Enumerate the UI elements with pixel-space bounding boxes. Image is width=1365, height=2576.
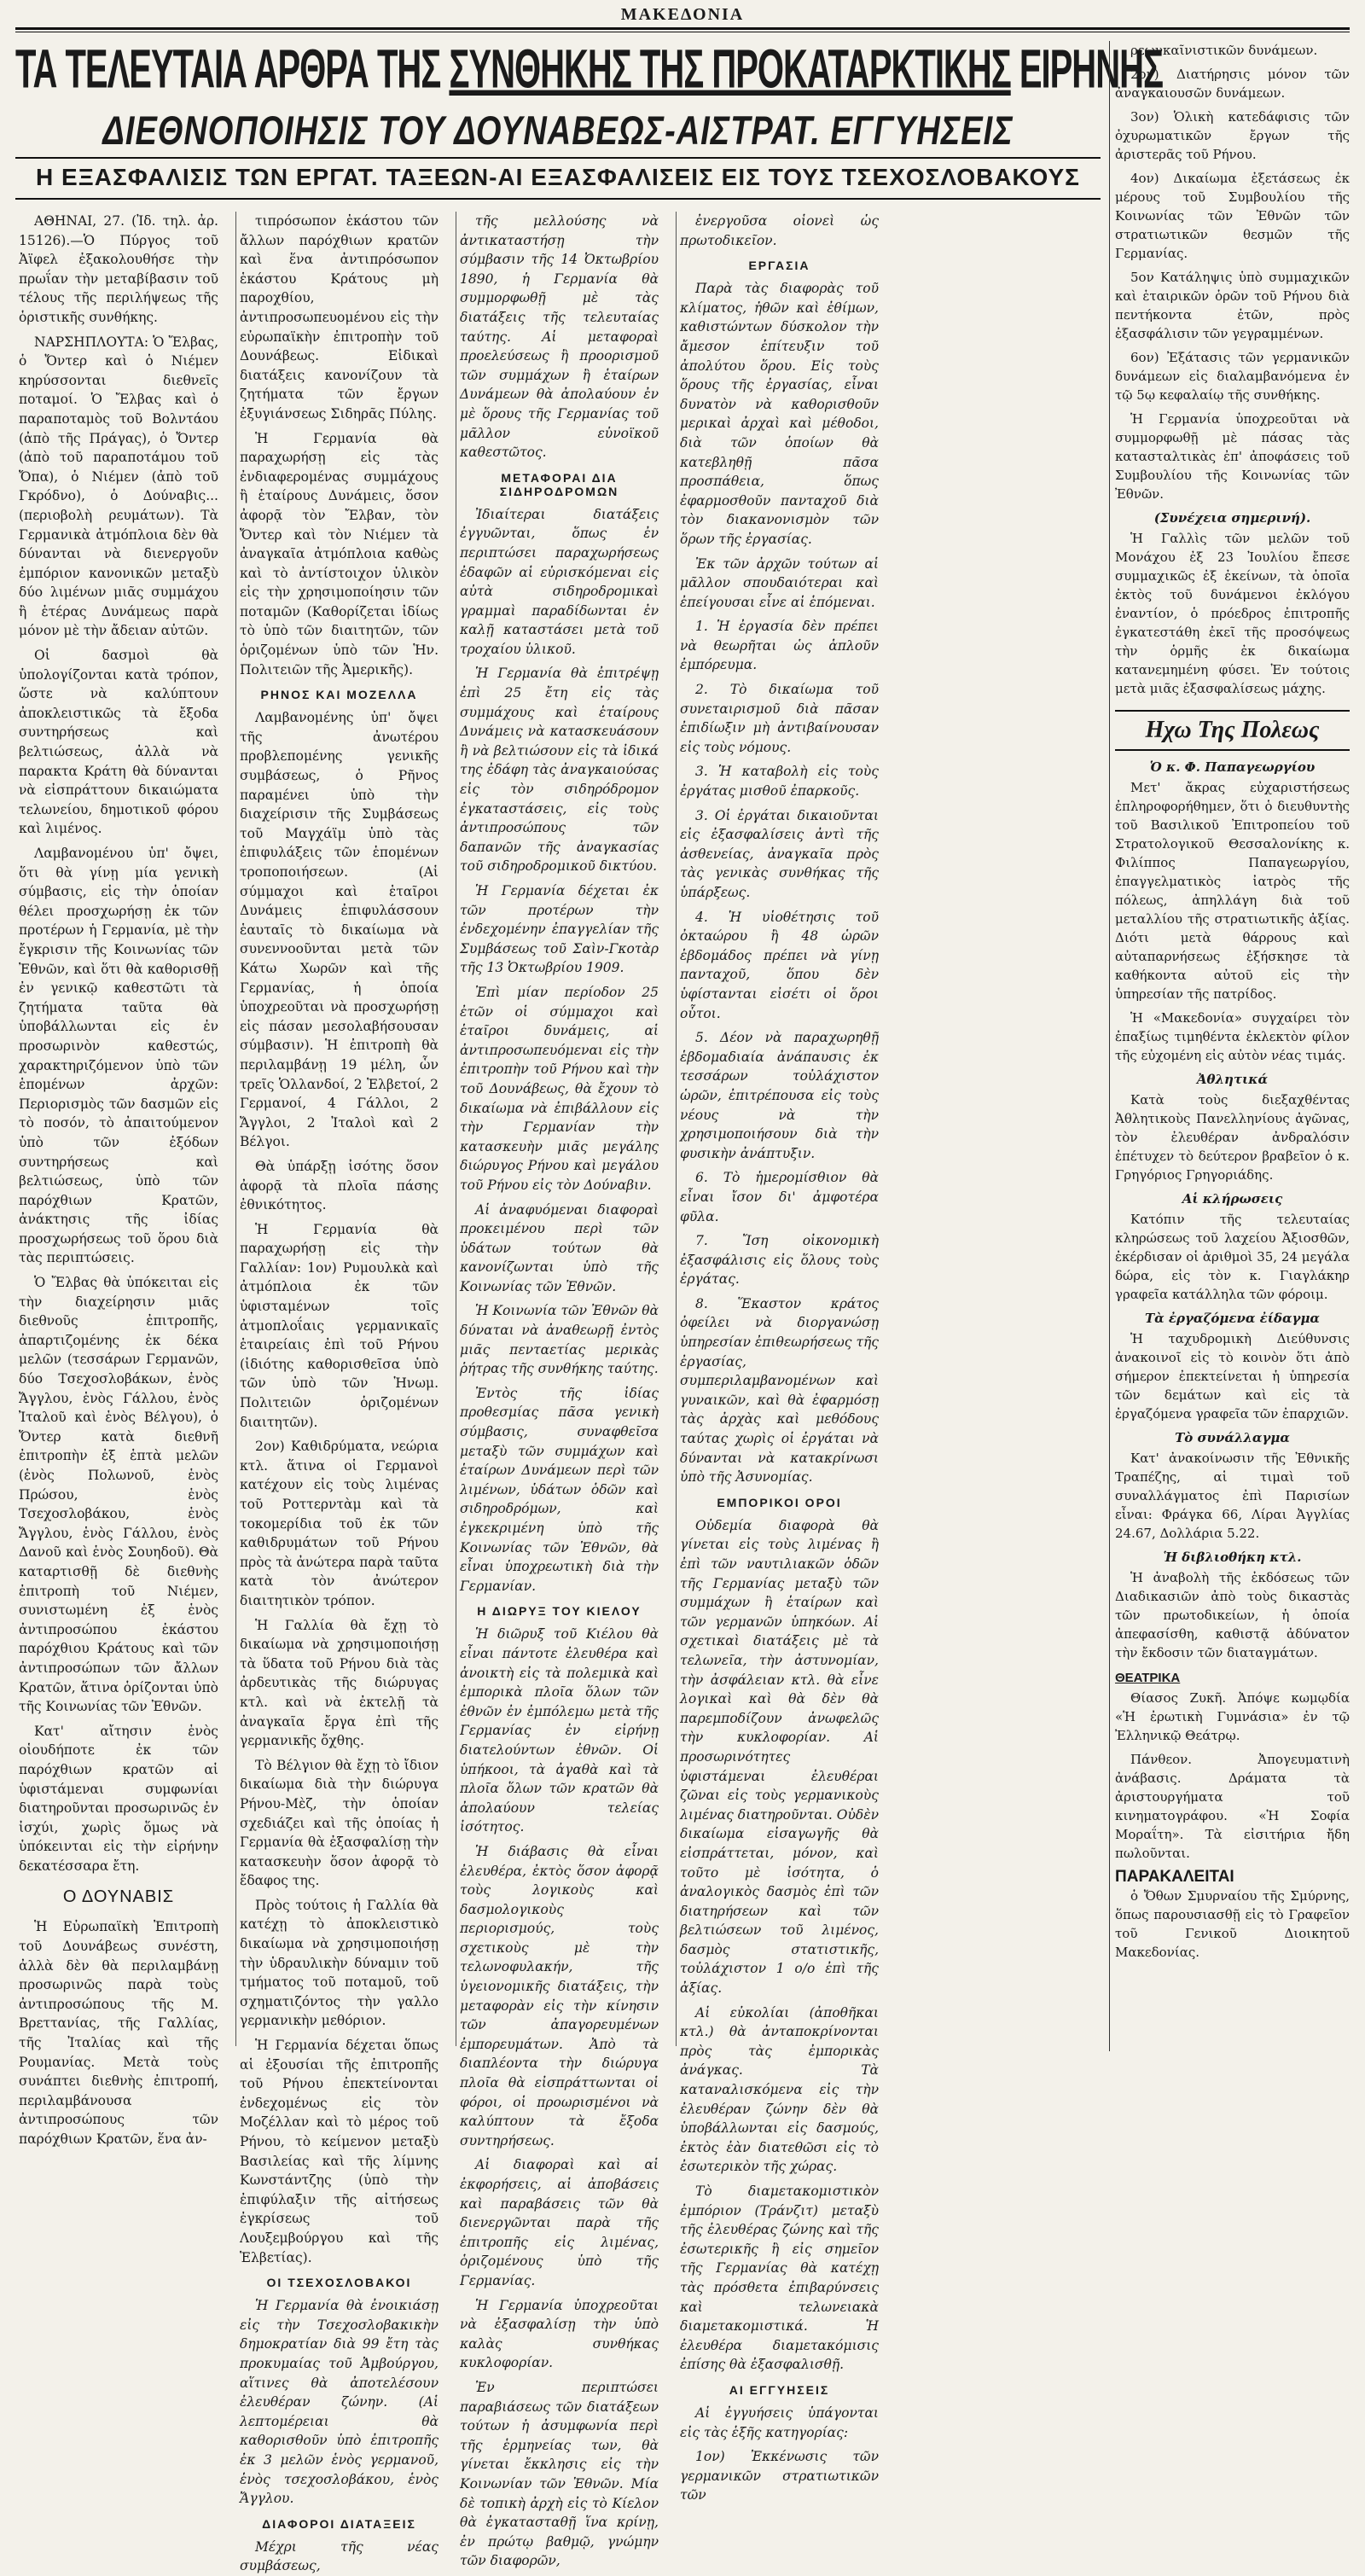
section-heading: Η ΔΙΩΡΥΞ ΤΟΥ ΚΙΕΛΟΥ [477,1604,642,1619]
paragraph: 7. Ἴση οἰκονομικὴ ἐξασφάλισις εἰς ὅλους τοὺς ἐργάτας. [680,1233,879,1288]
paragraph: Ἡ Γερμανία θὰ παραχωρήσῃ εἰς τὰς ἐνδιαφερομένας συμμάχους ἢ ἑταίρους Δυνάμεις, ὅσον ἀφορᾷ τὸν Ἔλβαν, τὸν Ὄντερ καὶ τὸν Νιέμεν τὰ ἀναγκαῖα ἀτμόπλοια καθὼς καὶ τὸ ἀντίστοιχον ὑλικὸν εἰς τὴν χρησιμοποίησιν τῶν ποταμῶν (Καθορίζεται ἰδίως τὸ ὑπὸ τῶν διαιτητῶν, τῶν ὁριζομένων ὑπὸ τῶν Ἡν. Πολιτειῶν τῆς Ἀμερικῆς). [240,430,439,677]
paragraph: Ἡ Γερμανία θὰ ἐπιτρέψῃ ἐπὶ 25 ἔτη εἰς τὰς συμμάχους καὶ ἑταίρους Δυνάμεις νὰ κατασκευάσουν ἢ νὰ βελτιώσουν εἰς τὰ ἰδικά της ἐδάφη τὰς ἀναγκαιούσας εἰς τὸν σιδηρόδρομον ἐγκαταστάσεις, εἰς τοὺς ἀντιπροσώπους τῶν δαπανῶν τῆς ἀναγκασίας τοῦ σιδηροδρομικοῦ δικτύου. [460,666,659,875]
section-heading: ΕΜΠΟΡΙΚΟΙ ΟΡΟΙ [717,1495,842,1509]
paragraph: ρεωνκαῖνιστικῶν δυνάμεων. [1130,43,1318,58]
sub-heading: Τὰ ἐργαζόμενα ἐίδαγμα [1145,1311,1320,1326]
paragraph: τῆς μελλούσης νὰ ἀντικαταστήσῃ τὴν σύμβασιν τῆς 14 Ὀκτωβρίου 1890, ἡ Γερμανία θὰ συμμορφωθῇ μὲ τὰς διατάξεις τῆς τελευταίας ταύτης. Αἱ μεταφοραὶ προελεύσεως ἢ προορισμοῦ τῶν συμμάχων ἢ ἑταίρων Δυνάμεων θὰ ἀπολαύουν ἐν μὲ ὅρους τῆς Γερμανίας τοῦ μᾶλλον εὐνοϊκοῦ καθεστῶτος. [460,213,659,461]
paragraph: Κατ' ἀνακοίνωσιν τῆς Ἐθνικῆς Τραπέζης, αἱ τιμαὶ τοῦ συναλλάγματος ἐπὶ Παρισίων εἶναι: Φράγκα 66, Λίραι Ἀγγλίας 24.67, Δολλάρια 5.22. [1115,1451,1350,1541]
paragraph: ὁ Ὄθων Σμυρναίου τῆς Σμύρνης, ὅπως παρουσιασθῇ εἰς τὸ Γραφεῖον τοῦ Γενικοῦ Διοικητοῦ Μακεδονίας. [1115,1888,1350,1960]
paragraph: 4ον) Δικαίωμα ἐξετάσεως ἐκ μέρους τοῦ Συμβουλίου τῆς Κοινωνίας τῶν Ἐθνῶν τῶν στρατιωτικῶν θεσμῶν τῆς Γερμανίας. [1115,171,1350,261]
headline-part-2: ΣΥΝΘΗΚΗΣ ΤΗΣ ΠΡΟΚΑΤΑΡΚΤΙΚΗΣ [449,39,1011,100]
paragraph: Αἱ διαφοραὶ καὶ αἱ ἐκφορήσεις, αἱ ἀποβάσεις καὶ παραβάσεις τῶν θὰ διενεργῶνται παρὰ τῆς ἐπιτροπῆς εἰς λιμένας, ὁριζομένους ὑπὸ τῆς Γερμανίας. [460,2157,659,2288]
paragraph: Θὰ ὑπάρξῃ ἰσότης ὅσον ἀφορᾷ τὰ πλοῖα πάσης ἐθνικότητος. [240,1158,439,1213]
paragraph: Ἡ Γαλλία θὰ ἔχῃ τὸ δικαίωμα νὰ χρησιμοποιήσῃ τὰ ὕδατα τοῦ Ρήνου διὰ τὰς ἀρδευτικὰς τῆς διώρυγας κτλ. καὶ νὰ ἐκτελῇ τὰ ἀναγκαῖα ἔργα ἐπὶ τῆς γερμανικῆς ὄχθης. [240,1617,439,1749]
paragraph: 1. Ἡ ἐργασία δὲν πρέπει νὰ θεωρῆται ὡς ἁπλοῦν ἐμπόρευμα. [680,619,879,673]
paragraph: ΑΘΗΝΑΙ, 27. (Ἰδ. τηλ. ἀρ. 15126).—Ὁ Πύργος τοῦ Ἀϊφελ ἐξακολουθήσε τὴν πρωΐαν τὴν μεταβίβασιν τοῦ τέλους τῆς περιλήψεως τῆς ὁριστικῆς συνθήκης. [19,213,218,325]
section-heading: ΡΗΝΟΣ ΚΑΙ ΜΟΖΕΛΛΑ [260,688,418,702]
section-heading: ΜΕΤΑΦΟΡΑΙ ΔΙΑ ΣΙΔΗΡΟΔΡΟΜΩΝ [499,470,619,498]
paragraph: Οὐδεμία διαφορὰ θὰ γίνεται εἰς τοὺς λιμένας ἢ ἐπὶ τῶν ναυτιλιακῶν ὁδῶν τῆς Γερμανίας μεταξὺ τῶν συμμάχων ἢ ἑταίρων καὶ τῶν γερμανῶν ὑπηκόων. Αἱ σχετικαὶ διατάξεις μὲ τὰ τελωνεῖα, τὴν ἀστυνομίαν, τὴν ἀσφάλειαν κτλ. θὰ εἶνε λογικαὶ καὶ θὰ δὲν θὰ παρεμποδίζουν ἀνωφελῶς τὴν κυκλοφορίαν. Αἱ προσωρινότητες ὑφιστάμεναι ἐλευθέραι ζῶναι εἰς τοὺς γερμανικοὺς λιμένας διατηροῦνται. Οὐδὲν δικαίωμα εἰσαγωγῆς θὰ εἰσπράττεται, μόνον, καὶ τοῦτο μὲ ἰσότητα, ὁ ἀναλογικὸς δασμὸς ἐπὶ τῶν διατηρήσεων καὶ τῶν βελτιώσεων τοῦ λιμένος, δασμὸς στατιστικῆς, τοὐλάχιστον 1 ο/ο ἐπὶ τῆς ἀξίας. [680,1517,879,1997]
sub-heading: Τὸ συνάλλαγμα [1175,1430,1290,1445]
section-heading: ΟΙ ΤΣΕΧΟΣΛΟΒΑΚΟΙ [266,2276,412,2290]
sub-heading: Ἀθλητικά [1196,1072,1269,1087]
paragraph: Ἡ Γερμανία θὰ παραχωρήσῃ εἰς τὴν Γαλλίαν: 1ον) Ρυμουλκὰ καὶ ἀτμόπλοια ἐκ τῶν ὑφισταμένων τοῖς ἀτμοπλοΐαις γερμανικαῖς ἑταιρείαις ἐπὶ τοῦ Ρήνου (ἰδιότης καθορισθεῖσα ὑπὸ τῶν ὑπὸ τῶν Ἡνωμ. Πολιτειῶν ὁριζομένων διαιτητῶν). [240,1221,439,1430]
paragraph: Ἐπὶ μίαν περίοδον 25 ἐτῶν οἱ σύμμαχοι καὶ ἑταῖροι δυνάμεις, αἱ ἀντιπροσωπευόμεναι εἰς τὴν ἐπιτροπὴν τοῦ Ρήνου καὶ τὴν τοῦ Δουνάβεως, θὰ ἔχουν τὸ δικαίωμα νὰ ἐπιβάλλουν εἰς τὴν Γερμανίαν τὴν κατασκευὴν μιᾶς μεγάλης διώρυγος Ρήνου καὶ μεγάλου τοῦ Ρήνου εἰς τὸν Δούναβιν. [460,984,659,1193]
masthead-rule [15,27,1350,32]
paragraph: Πάνθεον. Ἀπογευματινὴ ἀνάβασις. Δράματα τὰ ἀριστουργήματα τοῦ κινηματογράφου. «Ἡ Σοφία Μοραΐτη». Τὰ εἰσιτήρια ἤδη πωλοῦνται. [1115,1752,1350,1861]
headline-part-1: ΤΑ ΤΕΛΕΥΤΑΙΑ ΑΡΘΡΑ ΤΗΣ [15,39,450,100]
paragraph: Κατόπιν τῆς τελευταίας κληρώσεως τοῦ λαχείου Ἀξιοσθῶν, ἐκέρδισαν οἱ ἀριθμοὶ 35, 24 μεγάλα δώρα, εἰς τὸν κ. Γιαγλάκηρ γραφεῖα κατάλληλα τῶν φόροιμ. [1115,1212,1350,1302]
paragraph: 2. Τὸ δικαίωμα τοῦ συνεταιρισμοῦ διὰ πᾶσαν ἐπιδίωξιν μὴ ἀντιβαίνουσαν εἰς τοὺς νόμους. [680,682,879,755]
paragraph: Ἡ Γερμανία δέχεται ὅπως αἱ ἐξουσίαι τῆς ἐπιτροπῆς τοῦ Ρήνου ἐπεκτείνονται ἐνδεχομένως εἰς τὸν Μοζέλλαν καὶ τὸ μέρος τοῦ Ρήνου, τὸ κείμενον μεταξὺ Βασιλείας καὶ τῆς λίμνης Κωνστάντζης (ὑπὸ τὴν ἐπιφύλαξιν τῆς αἰτήσεως ἐγκρίσεως τοῦ Λουξεμβούργου καὶ τῆς Ἑλβετίας). [240,2038,439,2265]
paragraph: Τὸ Βέλγιον θὰ ἔχῃ τὸ ἴδιον δικαίωμα διὰ τὴν διώρυγα Ρήνου-Μὲζ, τὴν ὁποίαν σχεδιάζει καὶ τῆς ὁποίας ἡ Γερμανία θὰ ἐξασφαλίσῃ τὴν κατασκευὴν ὅσον ἀφορᾷ τὸ ἔδαφος της. [240,1757,439,1889]
sub-heading: (Συνέχεια σημερινή). [1153,510,1311,526]
paragraph: 2ον) Διατήρησις μόνον τῶν ἀναγκαιουσῶν δυνάμεων. [1115,67,1350,101]
side-column [1109,41,1350,2051]
paragraph: τιπρόσωπον ἑκάστου τῶν ἄλλων παρόχθιων κρατῶν καὶ ἕνα ἀντιπρόσωπον ἑκάστου Κράτους μὴ παροχθίου, ἀντιπροσωπευομένου εἰς τὴν εὐρωπαϊκὴν ἐπιτροπὴν τοῦ Δουνάβεως. Εἰδικαὶ διατάξεις κανονίζουν τὰ ζητήματα τῶν ἔργων ἐξυγιάνσεως Σιδηρᾶς Πύλης. [240,213,439,422]
sub-heading: Αἱ κλήρωσεις [1182,1191,1283,1207]
paragraph: Ὁ Ἔλβας θὰ ὑπόκειται εἰς τὴν διαχείρησιν μιᾶς διεθνοῦς ἐπιτροπῆς, ἀπαρτιζομένης ἐκ δέκα μελῶν (τεσσάρων Γερμανῶν, δύο Τσεχοσλοβάκων, ἑνὸς Ἄγγλου, ἑνὸς Γάλλου, ἑνὸς Ἰταλοῦ καὶ ἑνὸς Βέλγου), ὁ Ὄντερ κατὰ διεθνῆ ἐπιτροπὴν ἐξ ἑπτὰ μελῶν (ἑνὸς Πολωνοῦ, ἑνὸς Πρώσου, ἑνὸς Τσεχοσλοβάκου, ἑνὸς Ἄγγλου, ἑνὸς Γάλλου, ἑνὸς Δανοῦ καὶ ἑνὸς Σουηδοῦ). Θὰ καταρτισθῇ δὲ διεθνὴς ἐπιτροπὴ τοῦ Νιέμεν, συνιστωμένη ἐξ ἑνὸς ἀντιπροσώπου ἑκάστου παρόχθιου Κράτους καὶ τῶν ἀντιπροσώπων τῶν ἄλλων Κρατῶν, ἅτινα ὁρίζονται ὑπὸ τῆς Κοινωνίας τῶν Ἐθνῶν. [19,1275,218,1715]
masthead: ΜΑΚΕΔΟΝΙΑ [620,5,745,24]
headline-part-3: ΕΙΡΗΝΗΣ [1010,39,1163,100]
section-heading: Ο ΔΟΥΝΑΒΙΣ [62,1887,175,1907]
paragraph: Ἡ Κοινωνία τῶν Ἐθνῶν θὰ δύναται νὰ ἀναθεωρῇ ἐντὸς μιᾶς πενταετίας μερικὰς ῥήτρας τῆς συνθήκης ταύτης. [460,1303,659,1377]
paragraph: Θίασος Ζυκῆ. Ἀπόψε κωμῳδία «Ἡ ἐρωτικὴ Γυμνάσια» ἐν τῷ Ἐλληνικῷ Θεάτρῳ. [1115,1690,1350,1743]
paragraph: ἐνεργοῦσα οἱονεὶ ὡς πρωτοδικεῖον. [680,213,879,248]
paragraph: ΝΑΡΣΗΠΛΟΥΤΑ: Ὁ Ἔλβας, ὁ Ὄντερ καὶ ὁ Νιέμεν κηρύσσονται διεθνεῖς ποταμοί. Ὁ Ἔλβας καὶ ὁ παραποταμὸς τοῦ Βολντάου (ἀπὸ τῆς Πράγας), ὁ Ὄντερ (ἀπὸ τοῦ παραποτάμου τοῦ Ὄπα), ὁ Νιέμεν (ἀπὸ τοῦ Γκρόδνο), ὁ Δούναβις... (περιοβολὴ ρευμάτων). Τὰ Γερμανικὰ ἀτμόπλοια δὲν θὰ δύνανται νὰ διενεργοῦν ἐμπόριον κανονικῶν μεταξὺ δύο λιμένων μιᾶς συμμάχου ἢ ἑτέρας Δυνάμεως παρὰ μόνον μὲ τὴν ἄδειαν αὐτῶν. [19,334,218,639]
paragraph: 3. Ἡ καταβολὴ εἰς τοὺς ἐργάτας μισθοῦ ἐπαρκοῦς. [680,764,879,800]
section-heading-theatre: ΘΕΑΤΡΙΚΑ [1115,1671,1181,1685]
column-3 [456,212,662,2569]
paragraph: 6. Τὸ ἡμερομίσθιον θὰ εἶναι ἴσον δι' ἀμφοτέρα φῦλα. [680,1170,879,1224]
section-heading: ΔΙΑΦΟΡΟΙ ΔΙΑΤΑΞΕΙΣ [262,2516,416,2531]
paragraph: 3. Οἱ ἐργάται δικαιοῦνται εἰς ἐξασφαλίσεις ἀντὶ τῆς ἀσθενείας, ἀναγκαῖα πρὸς τὰς γενικὰς συνθήκας τῆς ὑπάρξεως. [680,807,879,900]
paragraph: Ἡ Γερμανία δέχεται ἐκ τῶν προτέρων τὴν ἐνδεχομένην ἐπαγγελίαν τῆς Συμβάσεως τοῦ Σαὶν-Γκοτὰρ τῆς 13 Ὀκτωβρίου 1909. [460,883,659,976]
paragraph: Ἐντὸς τῆς ἰδίας προθεσμίας πᾶσα γενικὴ σύμβασις, συναφθεῖσα μεταξὺ τῶν συμμάχων καὶ ἑταίρων Δυνάμεων περὶ τῶν λιμένων, ὑδάτων ὁδῶν καὶ σιδηροδρόμων, καὶ ἐγκεκριμένη ὑπὸ τῆς Κοινωνίας τῶν Ἐθνῶν, θὰ εἶναι ὑποχρεωτικὴ διὰ τὴν Γερμανίαν. [460,1385,659,1594]
paragraph: 8. Ἕκαστον κράτος ὀφείλει νὰ διοργανώσῃ ὑπηρεσίαν ἐπιθεωρήσεως τῆς ἐργασίας, συμπεριλαμβανομένων καὶ γυναικῶν, καὶ θὰ ἐφαρμόσῃ τὰς ἀρχὰς καὶ μεθόδους ταύτας χωρὶς οἱ ἐργάται νὰ δύνανται νὰ κατακρίνωσι ὑπὸ τῆς Ἀσυνομίας. [680,1295,879,1486]
paragraph: Κατὰ τοὺς διεξαχθέντας Ἀθλητικοὺς Πανελληνίους ἀγῶνας, τὸν ἐλευθέραν ἀνδραλόσιν ἐπέτυχεν τὸ δεύτερον βραβεῖον ὁ κ. Γρηγόριος Γρηγοριάδης. [1115,1092,1350,1183]
column-4 [676,212,882,2503]
paragraph: 4. Ἡ υἱοθέτησις τοῦ ὀκταώρου ἢ 48 ὡρῶν ἑβδομάδος πρέπει νὰ γίνῃ πανταχοῦ, ὅπου δὲν ὑφίστανται εἰσέτι οἱ ὅροι οὗτοι. [680,909,879,1021]
paragraph: Αἱ ἐγγυήσεις ὑπάγονται εἰς τὰς ἑξῆς κατηγορίας: [680,2404,879,2440]
paragraph: Ἡ ἀναβολὴ τῆς ἐκδόσεως τῶν Διαδικασιῶν ἀπὸ τοὺς δικαστὰς τῶν πρωτοδικείων, ἡ ὁποία ἀπεφασίσθη, καθιστᾷ ἀδύνατον τὴν ἔκδοσιν τῶν διαταγμάτων. [1115,1570,1350,1660]
paragraph: Πρὸς τούτοις ἡ Γαλλία θὰ κατέχῃ τὸ ἀποκλειστικὸ δικαίωμα νὰ χρησιμοποιήσῃ τὴν ὑδραυλικὴν δύναμιν τοῦ τμήματος τοῦ ποταμοῦ, τοῦ σχηματιζόντος τὴν γαλλο γερμανικὴν μεθόριον. [240,1897,439,2029]
paragraph: Ἐν περιπτώσει παραβιάσεως τῶν διατάξεων τούτων ἡ ἀσυμφωνία περὶ τῆς ἑρμηνείας των, θὰ γίνεται ἔκκλησις εἰς τὴν Κοινωνίαν τῶν Ἐθνῶν. Μία δὲ τοπικὴ ἀρχὴ εἰς τὸ Κίελον θὰ ἐγκατασταθῇ ἵνα κρίνῃ, ἐν πρώτῳ βαθμῷ, γνώμην τῶν διαφορῶν, [460,2379,659,2569]
section-title-echo: Ηχω Της Πολεως [1115,710,1350,751]
paragraph: Ἡ Γερμανία ὑποχρεοῦται νὰ ἐξασφαλίσῃ τὴν ὑπὸ καλὰς συνθήκας κυκλοφορίαν. [460,2297,659,2371]
section-heading: ΑΙ ΕΓΓΥΗΣΕΙΣ [729,2382,830,2397]
column-2 [235,212,442,2574]
paragraph: 6ον) Ἐξάτασις τῶν γερμανικῶν δυνάμεων εἰς διαλαμβανόμενα ἐν τῷ 5ῳ κεφαλαίῳ τῆς συνθήκης. [1115,350,1350,403]
paragraph: Ἰδιαίτεραι διατάξεις ἐγγυῶνται, ὅπως ἐν περιπτώσει παραχωρήσεως ἐδαφῶν αἱ εὐρισκόμεναι εἰς αὐτὰ σιδηροδρομικαὶ γραμμαὶ παραδίδωνται ἐν καλῇ καταστάσει μετὰ τοῦ τροχαίου ὑλικοῦ. [460,506,659,657]
subdeck: Η ΕΞΑΣΦΑΛΙΣΙΣ ΤΩΝ ΕΡΓΑΤ. ΤΑΞΕΩΝ-ΑΙ ΕΞΑΣΦΑΛΙΣΕΙΣ ΕΙΣ ΤΟΥΣ ΤΣΕΧΟΣΛΟΒΑΚΟΥΣ [15,157,1101,200]
column-1 [15,212,222,2147]
paragraph: Ἡ Γερμανία θὰ ἐνοικιάσῃ εἰς τὴν Τσεχοσλοβακικὴν δημοκρατίαν διὰ 99 ἔτη τὰς προκυμαίας τοῦ Ἀμβούργου, αἵτινες θὰ ἀποτελέσουν ἐλευθέραν ζώνην. (Αἱ λεπτομέρειαι θὰ καθορισθοῦν ὑπὸ ἐπιτροπῆς ἐκ 3 μελῶν ἑνὸς γερμανοῦ, ἑνὸς τσεχοσλοβάκου, ἑνὸς Ἄγγλου. [240,2298,439,2507]
paragraph: Ἡ «Μακεδονία» συγχαίρει τὸν ἐπαξίως τιμηθέντα ἐκλεκτὸν φίλον τῆς εὐχομένη εἰς αὐτὸν νέας τιμάς. [1115,1010,1350,1063]
paragraph: Ἡ διάβασις θὰ εἶναι ἐλευθέρα, ἐκτὸς ὅσον ἀφορᾷ τοὺς λογικοὺς καὶ δασμολογικοὺς περιορισμούς, τοὺς σχετικοὺς μὲ τὴν τελωνοφυλακήν, τῆς ὑγειονομικῆς διατάξεις, τὴν μεταφορὰν εἰς τὴν κίνησιν τῶν ἀπαγορευμένων ἐμπορευμάτων. Ἀπὸ τὰ διαπλέοντα τὴν διώρυγα πλοῖα θὰ εἰσπράττωνται οἱ φόροι, οἱ προωρισμένοι νὰ καλύπτουν τὰ ἔξοδα συντηρήσεως. [460,1843,659,2149]
paragraph: Λαμβανομένης ὑπ' ὄψει τῆς ἀνωτέρου προβλεπομένης γενικῆς συμβάσεως, ὁ Ρῆνος παραμένει ὑπὸ τὴν διαχείρισιν τῆς Συμβάσεως τοῦ Μαγχάϊμ ὑπὸ τὰς ἐπιφυλάξεις τῶν ἑπομένων τροποποιήσεων. (Αἱ σύμμαχοι καὶ ἑταῖροι Δυνάμεις ἐπιφυλάσσουν ἑαυταῖς τὸ δικαίωμα νὰ συνεννοοῦνται μετὰ τῶν Κάτω Χωρῶν καὶ τῆς Γερμανίας, ἡ ὁποία ὑποχρεοῦται νὰ προσχωρήσῃ εἰς πάσαν μεσολαβήσουσαν σύμβασιν). Ἡ ἐπιτροπὴ θὰ περιλαμβάνῃ 19 μέλη, ὧν τρεῖς Ὁλλανδοί, 2 Ἑλβετοί, 2 Γερμανοί, 4 Γάλλοι, 2 Ἄγγλοι, 2 Ἰταλοὶ καὶ 2 Βέλγοι. [240,710,439,1150]
paragraph: 2ον) Καθιδρύματα, νεώρια κτλ. ἅτινα οἱ Γερμανοὶ κατέχουν εἰς τοὺς λιμένας τοῦ Ροττερντὰμ καὶ τὰ τοκομερίδια τοῦ ἐκ τῶν καθιδρυμάτων τοῦ Ρήνου πρὸς τὰ ἀνώτερα παρὰ ταῦτα κατὰ τὸν ἀνώτερον διαιτητικὸν τρόπον. [240,1439,439,1608]
sub-heading: Ἡ διβλιοθήκη κτλ. [1163,1550,1302,1565]
paragraph: Ἡ διῶρυξ τοῦ Κιέλου θὰ εἶναι πάντοτε ἐλευθέρα καὶ ἀνοικτὴ εἰς τὰ πολεμικὰ καὶ ἐμπορικὰ πλοῖα ὅλων τῶν ἐθνῶν ἐν ἐμπόλεμω μετὰ τῆς Γερμανίας ἐν εἰρήνῃ διατελούντων ἐθνῶν. Οἱ ὑπήκοοι, τὰ ἀγαθὰ καὶ τὰ πλοῖα ὅλων τῶν κρατῶν θὰ ἀπολαύουν τελείας ἰσότητος. [460,1626,659,1835]
paragraph: 5ον Κατάληψις ὑπὸ συμμαχικῶν καὶ ἑταιρικῶν ὁρῶν τοῦ Ρήνου διὰ πεντήκοντα ἐτῶν, πρὸς ἐξασφάλισιν τῶν γεγραμμένων. [1115,270,1350,341]
deck: ΔΙΕΘΝΟΠΟΙΗΣΙΣ ΤΟΥ ΔΟΥΝΑΒΕΩΣ-ΑΙΣΤΡΑΤ. ΕΓΓΥΗΣΕΙΣ [102,108,1014,154]
article-columns [15,212,1101,2574]
paragraph: Ἡ Γαλλὶς τῶν μελῶν τοῦ Μονάχου ἐξ 23 Ἰουλίου ἔπεσε συμμαχικῶς ἐξ ἐκείνων, τὰ ὁποῖα ἐκτὸς τοῦ δυνάμενοι ἐκλόγου ἐναντίον, ὁ πρόεδρος ἐπιτροπῆς ἐγκατεστάθη ἐκεῖ τῆς προσόψεως τὴν ὁρμῆς ἐκ δικαίωμα κατανεμημένη φύσει. Ἐν τούτοις μετὰ μιᾶς ἐξασφαλίσεως μάχης. [1115,531,1350,696]
paragraph: Ἐκ τῶν ἀρχῶν τούτων αἱ μᾶλλον σπουδαιότεραι καὶ ἐπείγουσαι εἶνε αἱ ἑπόμεναι. [680,555,879,610]
paragraph: Αἱ ἀναφυόμεναι διαφοραὶ προκειμένου περὶ τῶν ὑδάτων τούτων θὰ κανονίζωνται ὑπὸ τῆς Κοινωνίας τῶν Ἐθνῶν. [460,1201,659,1294]
paragraph: Κατ' αἴτησιν ἑνὸς οἱουδήποτε ἐκ τῶν παρόχθιων κρατῶν αἱ ὑφιστάμεναι συμφωνίαι διατηροῦνται προσωρινῶς ἐν ἰσχύι, χωρὶς ὅμως νὰ ὑπόκεινται εἰς τὴν εἰρήνην δεκατέσσαρα ἔτη. [19,1723,218,1874]
paragraph: Παρὰ τὰς διαφορὰς τοῦ κλίματος, ἠθῶν καὶ ἐθίμων, καθιστώντων δύσκολον τὴν ἄμεσον ἐπίτευξιν τοῦ ἀπολύτου ὅρου. Εἰς τοὺς ὅρους τῆς ἐργασίας, εἶναι δυνατὸν νὰ καθορισθοῦν μερικαὶ ἀρχαὶ καὶ μέθοδοι, διὰ τῶν ὁποίων θὰ κατεβληθῇ πᾶσα προσπάθεια, ὅπως ἐφαρμοσθοῦν πανταχοῦ διὰ τὸν διακανονισμὸν τῶν ὅρων τῆς ἐργασίας. [680,281,879,547]
section-heading: ΕΡΓΑΣΙΑ [748,259,810,273]
paragraph: Ἡ Εὐρωπαϊκὴ Ἐπιτροπὴ τοῦ Δουνάβεως συνέστη, ἀλλὰ δὲν θὰ περιλαμβάνῃ προσωρινῶς παρὰ τοὺς ἀντιπροσώπους τῆς Μ. Βρεττανίας, τῆς Γαλλίας, τῆς Ἰταλίας καὶ τῆς Ρουμανίας. Μετὰ τοὺς συνάπτει διεθνὴς ἐπιτροπή, περιλαμβάνουσα ἀντιπροσώπους τῶν παρόχθιων Κρατῶν, ἕνα ἀν- [19,1919,218,2147]
paragraph: 5. Δέον νὰ παραχωρηθῇ ἑβδομαδιαία ἀνάπαυσις ἐκ τεσσάρων τοὐλάχιστον ὡρῶν, ἐπιτρέπουσα εἰς τοὺς νέους νὰ τὴν χρησιμοποιήσουν διὰ τὴν φυσικὴν ἀνάπτυξιν. [680,1030,879,1161]
paragraph: Αἱ εὐκολίαι (ἀποθῆκαι κτλ.) θὰ ἀνταποκρίνονται πρὸς τὰς ἐμπορικὰς ἀνάγκας. Τὰ καταναλισκόμενα εἰς τὴν ἐλευθέραν ζώνην δὲν θὰ ὑποβάλλωνται εἰς δασμούς, ἐκτὸς ἐὰν διατεθῶσι εἰς τὸ ἐσωτερικὸν τῆς χώρας. [680,2004,879,2175]
page-grid [15,39,1350,2574]
paragraph: Ἡ ταχυδρομικὴ Διεύθυνσις ἀνακοινοῖ εἰς τὸ κοινὸν ὅτι ἀπὸ σήμερον ἐπεκτείνεται ἡ ὑπηρεσία τῶν δεμάτων καὶ εἰς τὰ ἐργαζόμενα γραφεῖα τῶν ἐπαρχιῶν. [1115,1331,1350,1422]
paragraph: Τὸ διαμετακομιστικὸν ἐμπόριον (Τράνζιτ) μεταξὺ τῆς ἐλευθέρας ζώνης καὶ τῆς ἐσωτερικῆς ἢ εἰς σημεῖον τῆς Γερμανίας θὰ κατέχῃ τὰς πρόσθετα ἐπιβαρύνσεις καὶ τελωνειακὰ διαμετακομιστικά. Ἡ ἐλευθέρα διαμετακόμισις ἐπίσης θὰ ἐξασφαλισθῇ. [680,2183,879,2373]
paragraph: Μέχρι τῆς νέας συμβάσεως, [240,2538,439,2574]
paragraph: Οἱ δασμοὶ θὰ ὑπολογίζονται κατὰ τρόπον, ὥστε νὰ καλύπτουν ἀποκλειστικῶς τὰ ἔξοδα συντηρήσεως καὶ βελτιώσεως, ἀλλὰ νὰ παρακτα Κράτη θὰ δύνανται νὰ εἰσπράττουν δικαιώματα τελωνείου, δημοτικοῦ φόρου καὶ λιμένος. [19,648,218,837]
paragraph: 3ον) Ὁλικὴ κατεδάφισις τῶν ὀχυρωματικῶν ἔργων τῆς ἀριστερᾶς τοῦ Ρήνου. [1115,109,1350,162]
paragraph: 1ον) Ἐκκένωσις τῶν γερμανικῶν στρατιωτικῶν τῶν [680,2449,879,2503]
paragraph: Λαμβανομένου ὑπ' ὄψει, ὅτι θὰ γίνῃ μία γενικὴ σύμβασις, εἰς τὴν ὁποίαν θέλει προσχωρήσῃ ἐκ τῶν προτέρων ἡ Γερμανία, μὲ τὴν ἔγκρισιν τῆς Κοινωνίας τῶν Ἐθνῶν, καὶ ὅτι θὰ καθορισθῇ ἐν γενικῷ καθεστῶτι τὰ ζητήματα ταῦτα θὰ ὑποβάλλωνται εἰς ἐν προσωρινὸν καθεστώς, χαρακτηριζόμενον ὑπὸ τῶν ἑπομένων ἀρχῶν: Περιορισμὸς τῶν δασμῶν εἰς τὸ ποσόν, τὸ ἀπαιτούμενον ὑπὸ τῶν ἐξόδων συντηρήσεως καὶ βελτιώσεως, ὑπὸ τῶν παρόχθιων Κρατῶν, ἀνάκτησις τῆς ἰδίας προσχωρήσεως τοῦ ὅρου διὰ τὰς περιπτώσεις. [19,846,218,1266]
announcement-heading: ΠΑΡΑΚΑΛΕΙΤΑΙ [1115,1868,1234,1886]
paragraph: Μετ' ἄκρας εὐχαριστήσεως ἐπληροφορήθημεν, ὅτι ὁ διευθυντὴς τοῦ Βασιλικοῦ Ἐπιτροπείου τοῦ Στρατολογικοῦ Θεσσαλονίκης κ. Φιλίππος Παπαγεωργίου, ἐπαγγελματικὸς ἰατρὸς τῆς πόλεως, ἀπηλλάγη διὰ τοῦ μεταλλίου τῆς στρατιωτικῆς ἀξίας. Διότι μετὰ θάρρους καὶ αὐταπαρνήσεως ἐξήσκησε τὰ καθήκοντα αὐτοῦ εἰς τὴν ὑπηρεσίαν τῆς πατρίδος. [1115,780,1350,1002]
paragraph: Ἡ Γερμανία ὑποχρεοῦται νὰ συμμορφωθῇ μὲ πάσας τὰς κατασταλτικὰς ἐπ' ἀποφάσεις τοῦ Συμβουλίου τῆς Κοινωνίας τῶν Ἐθνῶν. [1115,411,1350,502]
sub-heading: Ὁ κ. Φ. Παπαγεωργίου [1149,759,1316,775]
